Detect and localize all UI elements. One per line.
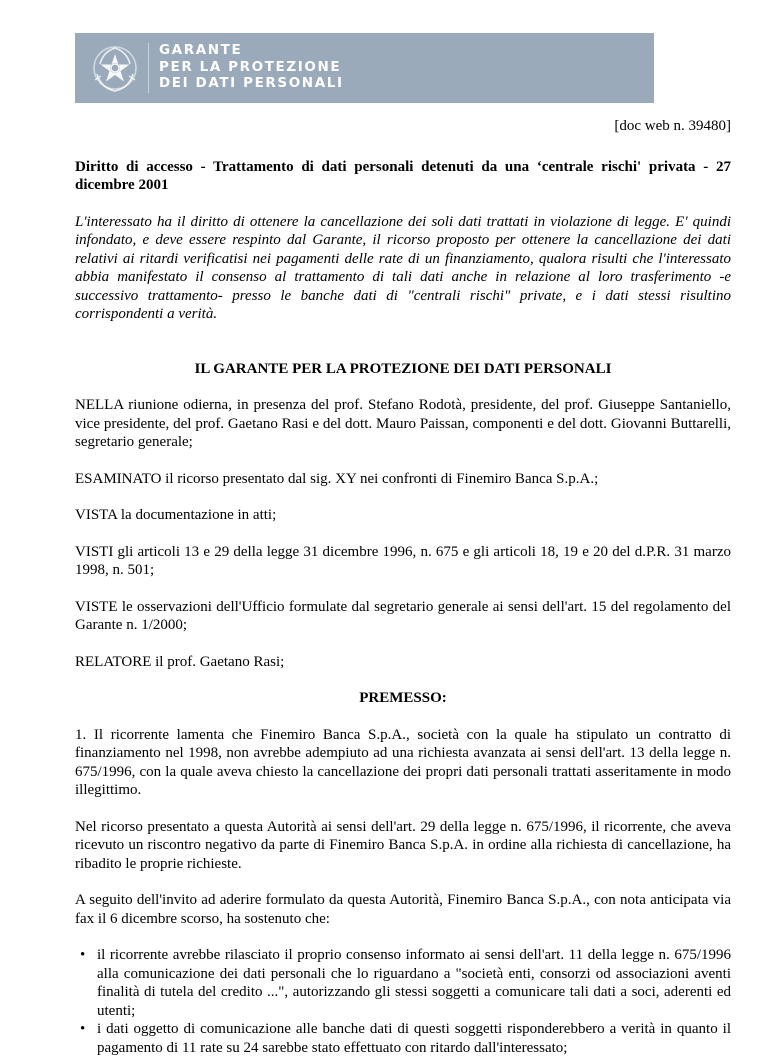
document-abstract: L'interessato ha il diritto di ottenere la cancellazione dei soli dati trattati in violazione di legge. E' quindi infondato, e deve essere respinto dal Garante, il ricorso proposto per ottenere la cancellazione dei dati relativi ai ritardi verificatisi nei pagamenti delle rate di un finanziamento, qualora risulti che l'interessato abbia manifestato il consenso al trattamento di tali dati anche in relazione al loro trasferimento -e successivo trattamento- presso le banche dati di "centrali rischi" private, e i dati stessi risultino corrispondenti a verità. <box>75 213 731 322</box>
org-line: PER LA PROTEZIONE <box>159 58 342 75</box>
document-body <box>75 117 731 1057</box>
italian-republic-emblem-icon <box>87 40 143 96</box>
paragraph: Nel ricorso presentato a questa Autorità ai sensi dell'art. 29 della legge n. 675/1996, il ricorrente, che aveva ricevuto un riscontro negativo da parte di Finemiro Banca S.p.A. in ordine alla richiesta di cancellazione, ha ribadito le proprie richieste. <box>75 818 731 872</box>
paragraph: NELLA riunione odierna, in presenza del prof. Stefano Rodotà, presidente, del prof. Giuseppe Santaniello, vice presidente, del prof. Gaetano Rasi e del dott. Mauro Paissan, componenti e del dott. Giovanni Buttarelli, segretario generale; <box>75 397 731 450</box>
paragraph: VISTE le osservazioni dell'Ufficio formulate dal segretario generale ai sensi dell'art. 15 del regolamento del Garante n. 1/2000; <box>75 598 731 633</box>
paragraph: ESAMINATO il ricorso presentato dal sig. XY nei confronti di Finemiro Banca S.p.A.; <box>75 470 599 487</box>
organization-name <box>159 42 344 92</box>
list-item: • i dati oggetto di comunicazione alle banche dati di questi soggetti risponderebbero a verità in quanto il pagamento di 11 rate su 24 sarebbe stato effettuato con ritardo dall'interessato; <box>75 1020 731 1057</box>
paragraph: VISTI gli articoli 13 e 29 della legge 31 dicembre 1996, n. 675 e gli articoli 18, 19 e 20 del d.P.R. 31 marzo 1998, n. 501; <box>75 543 731 578</box>
paragraph: RELATORE il prof. Gaetano Rasi; <box>75 653 285 670</box>
header-banner <box>75 33 654 103</box>
paragraph: A seguito dell'invito ad aderire formulato da questa Autorità, Finemiro Banca S.p.A., con nota anticipata via fax il 6 dicembre scorso, ha sostenuto che: <box>75 892 731 927</box>
premesso-heading: PREMESSO: <box>359 690 447 706</box>
org-line: GARANTE <box>159 42 243 58</box>
org-line: DEI DATI PERSONALI <box>159 75 344 91</box>
document-title: Diritto di accesso - Trattamento di dati personali detenuti da una ‘centrale rischi' privata - 27 dicembre 2001 <box>75 158 731 193</box>
list-item: • il ricorrente avrebbe rilasciato il proprio consenso informato ai sensi dell'art. 11 della legge n. 675/1996 alla comunicazione dei dati personali che lo riguardano a "società enti, consorzi od associazioni aventi finalità di tutela del credito ...", autorizzando gli stessi soggetti a comunicare tali dati a soci, aderenti ed utenti; <box>75 946 731 1020</box>
bullet-list <box>75 946 731 1057</box>
doc-reference: [doc web n. 39480] <box>614 118 731 134</box>
section-heading: IL GARANTE PER LA PROTEZIONE DEI DATI PERSONALI <box>194 360 612 377</box>
paragraph: VISTA la documentazione in atti; <box>75 507 277 523</box>
paragraph: 1. Il ricorrente lamenta che Finemiro Banca S.p.A., società con la quale ha stipulato un contratto di finanziamento nel 1998, non avrebbe adempiuto ad una richiesta avanzata ai sensi dell'art. 13 della legge n. 675/1996, con la quale aveva chiesto la cancellazione dei propri dati personali trattati asseritamente in modo illegittimo. <box>75 726 731 798</box>
banner-separator <box>148 43 149 93</box>
